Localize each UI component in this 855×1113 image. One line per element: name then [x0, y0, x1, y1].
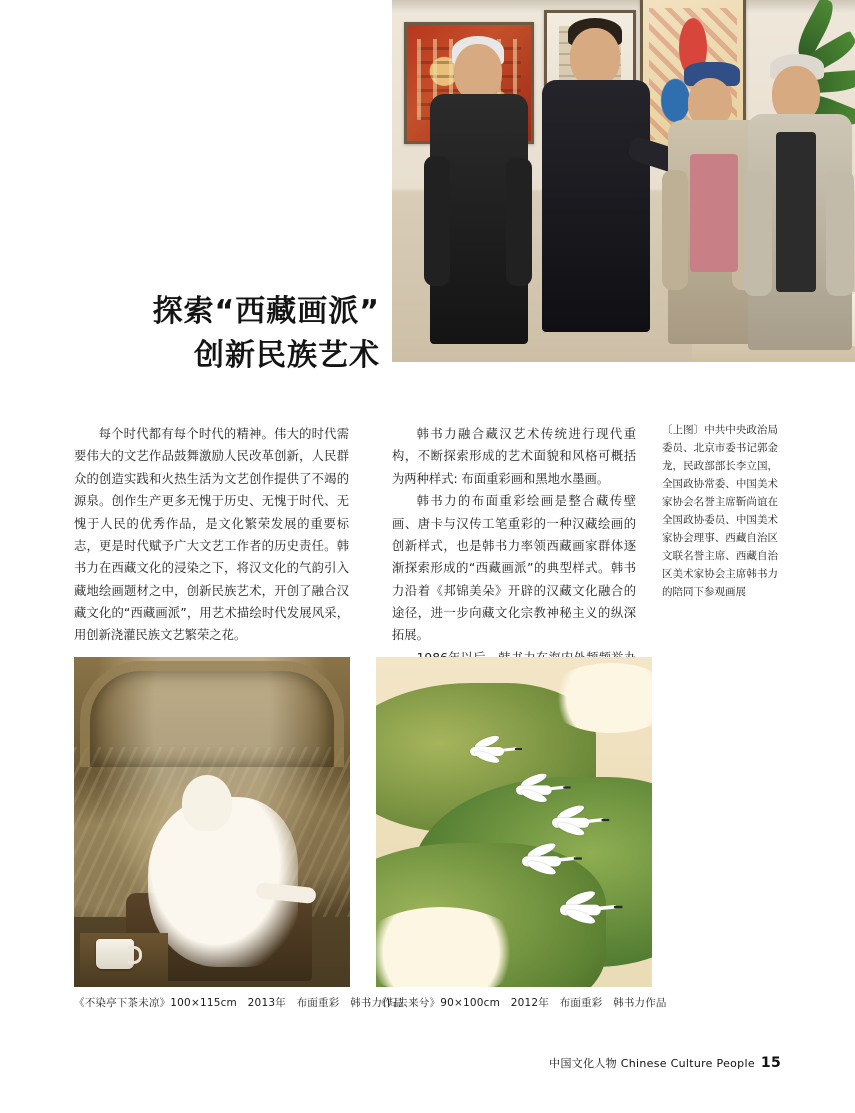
top-photo [392, 0, 855, 362]
photo-caption-sidebar [662, 421, 778, 601]
footer-publication-name: 中国文化人物 Chinese Culture People [549, 1057, 755, 1070]
person-2 [540, 18, 680, 338]
paragraph-2: 韩书力融合藏汉艺术传统进行现代重构，不断探索形成的艺术面貌和风格可概括为两种样式: 布面重彩画和黑地水墨画。 [392, 427, 636, 486]
person-1 [428, 36, 538, 336]
left-painting-caption: 《不染亭下茶未凉》100×115cm 2013年 布面重彩 韩书力作品 [74, 997, 404, 1009]
body-column-2 [392, 423, 636, 692]
right-painting-caption: 《归去来兮》90×100cm 2012年 布面重彩 韩书力作品 [376, 997, 667, 1009]
left-painting-teapot [96, 939, 134, 969]
left-painting-arch [80, 661, 344, 767]
right-painting [376, 657, 652, 987]
page-title-line-1: 探索“西藏画派” [152, 294, 380, 330]
body-column-1 [74, 423, 349, 647]
page-title [60, 290, 380, 377]
page-number: 15 [760, 1055, 781, 1071]
photo-caption-text: 〔上图〕中共中央政治局委员、北京市委书记郭金龙，民政部部长李立国，全国政协常委、中国美术家协会名誉主席靳尚谊在全国政协委员、中国美术家协会理事、西藏自治区文联名誉主席、西藏自治区美术家协会主席韩书力的陪同下参观画展 [662, 424, 778, 599]
paragraph-3: 韩书力的布面重彩绘画是整合藏传壁画、唐卡与汉传工笔重彩的一种汉藏绘画的创新样式，也是韩书力率领西藏画家群体逐渐探索形成的“西藏画派”的典型样式。韩书力沿着《邦锦美朵》开辟的汉藏文化融合的途径，进一步向藏文化宗教神秘主义的纵深拓展。 [392, 494, 636, 643]
left-painting-figure [148, 797, 298, 967]
page-footer [549, 1055, 781, 1071]
person-4 [748, 54, 855, 344]
left-painting [74, 657, 350, 987]
page-title-line-2: 创新民族艺术 [194, 337, 380, 373]
paragraph-1: 每个时代都有每个时代的精神。伟大的时代需要伟大的文艺作品鼓舞激励人民改革创新，人民群众的创造实践和火热生活为文艺创作提供了不竭的源泉。创作生产更多无愧于历史、无愧于时代、无愧于人民的优秀作品，是文化繁荣发展的重要标志，更是时代赋予广大文艺工作者的历史责任。韩书力在西藏文化的浸染之下，将汉文化的气韵引入藏地绘画题材之中，创新民族艺术，开创了融合汉藏文化的“西藏画派”，用艺术描绘时代发展风采，用创新浇灌民族文艺繁荣之花。 [74, 427, 349, 643]
